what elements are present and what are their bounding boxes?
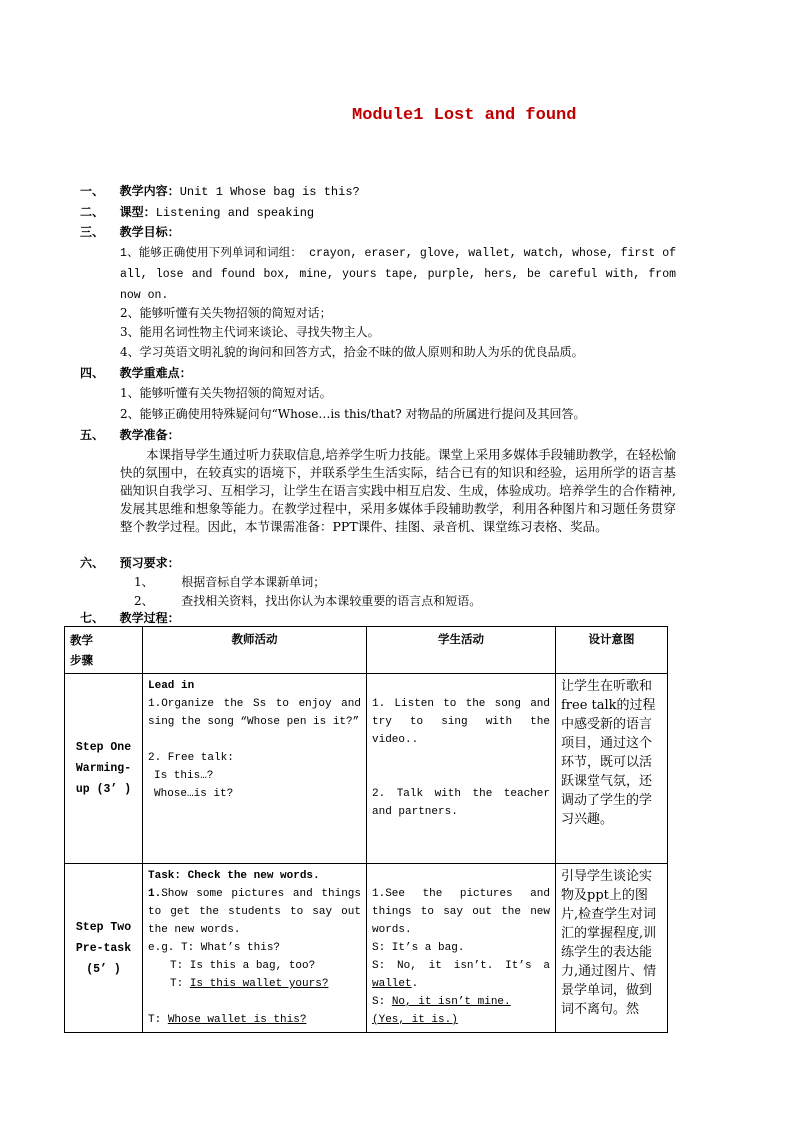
section-5-heading <box>80 428 180 442</box>
row2-teacher-activity <box>143 864 367 1033</box>
header-design: 设计意图 <box>556 627 668 674</box>
row1-student-activity <box>367 674 556 864</box>
section-1-value: Unit 1 Whose bag is this? <box>179 185 360 199</box>
section-1-number: 一、 <box>80 184 105 198</box>
objective-4: 4、学习英语文明礼貌的询问和回答方式，拾金不昧的做人原则和助人为乐的优良品质。 <box>120 345 584 359</box>
section-4-number: 四、 <box>80 366 105 380</box>
section-7-label: 教学过程： <box>119 611 180 625</box>
section-6-number: 六、 <box>80 556 105 570</box>
row1-teacher-activity <box>143 674 367 864</box>
row1-teacher-step-2: 2. Free talk: <box>148 752 234 764</box>
section-3-heading <box>80 225 180 239</box>
row2-student-answer-3: No, it isn’t mine. <box>391 996 511 1008</box>
row1-design-intent: 让学生在听歌和free talk的过程中感受新的语言项目，通过这个环节，既可以活跃课堂气氛，还调动了学生的学习兴趣。 <box>556 674 668 864</box>
section-5-number: 五、 <box>80 428 105 442</box>
section-2-label: 课型： <box>119 205 156 219</box>
row1-student-step-2: 2. Talk with the teacher and partners. <box>372 788 550 818</box>
section-2-number: 二、 <box>80 205 105 219</box>
step-two-label: Step Two Pre-task (5’ ) <box>65 864 143 1033</box>
section-6-label: 预习要求： <box>119 556 180 570</box>
preparation-paragraph: 本课指导学生通过听力获取信息,培养学生听力技能。课堂上采用多媒体手段辅助教学，在轻松愉快的氛围中，在较真实的语境下，并联系学生生活实际，结合已有的知识和经验，运用所学的语言基础知识自我学习、互相学习，让学生在语言实践中相互启发、生成，体验成功。培养学生的合作精神,发展其思维和想象等能力。在教学过程中，采用多媒体手段辅助教学，利用各种图片和习题任务贯穿整个教学过程。因此，本节课需准备：PPT课件、挂图、录音机、课堂练习表格、奖品。 <box>120 447 676 534</box>
key-point-1: 1、能够听懂有关失物招领的简短对话。 <box>120 386 332 400</box>
row2-teacher-step-1: Show some pictures and things to get the students to say out the new words. <box>148 888 361 936</box>
teaching-process-table <box>64 626 668 1033</box>
table-header-row <box>65 627 668 674</box>
row2-teacher-example-3: Is this wallet yours? <box>189 978 329 990</box>
row2-design-intent: 引导学生谈论实物及ppt上的图片,检查学生对词汇的掌握程度,训练学生的表达能力,通过图片、情景学单词，做到词不离句。然 <box>556 864 668 1033</box>
row2-teacher-step-number: 1. <box>148 888 162 900</box>
row2-student-activity <box>367 864 556 1033</box>
row2-student-step-1: 1.See the pictures and things to say out the new words. <box>372 888 550 936</box>
section-3-number: 三、 <box>80 225 105 239</box>
section-7-number: 七、 <box>80 611 105 625</box>
preview-item-1-number: 1、 <box>134 575 154 589</box>
row1-student-step-1: 1. Listen to the song and try to sing with the video.. <box>372 698 550 746</box>
section-7-heading <box>80 611 180 625</box>
row1-teacher-title: Lead in <box>148 680 195 692</box>
objective-2: 2、能够听懂有关失物招领的简短对话； <box>120 306 332 320</box>
row2-student-answer-3-prefix: S: <box>372 996 392 1008</box>
preview-item-2 <box>134 594 481 608</box>
row2-teacher-title: Task: Check the new words. <box>148 870 320 882</box>
page-title: Module1 Lost and found <box>352 106 577 125</box>
section-5-label: 教学准备： <box>119 428 180 442</box>
header-teacher: 教师活动 <box>143 627 367 674</box>
section-2 <box>80 205 314 220</box>
row1-teacher-step-1: 1.Organize the Ss to enjoy and sing the song “Whose pen is it?” <box>148 698 361 728</box>
section-2-value: Listening and speaking <box>155 206 315 220</box>
section-4-heading <box>80 366 192 380</box>
table-row <box>65 864 668 1033</box>
row2-student-answer-2-prefix: S: No, it isn’t. It’s a <box>372 960 550 972</box>
section-3-label: 教学目标： <box>119 225 180 239</box>
step-one-label: Step One Warming- up (3’ ) <box>65 674 143 864</box>
section-1-label: 教学内容： <box>119 184 180 198</box>
objective-3: 3、能用名词性物主代词来谈论、寻找失物主人。 <box>120 325 380 339</box>
row2-student-answer-1: S: It’s a bag. <box>372 942 465 954</box>
row2-student-answer-2-word: wallet <box>372 978 412 990</box>
row2-teacher-example-4-prefix: T: <box>148 1014 168 1026</box>
preview-item-1-text: 根据音标自学本课新单词； <box>181 575 326 589</box>
row1-teacher-question-1: Is this…? <box>154 770 214 782</box>
key-point-2: 2、能够正确使用特殊疑问句“Whose…is this/that? 对物品的所属进行提问及其回答。 <box>120 407 586 421</box>
row2-student-answer-2-end: . <box>411 978 419 990</box>
row2-teacher-example-4: Whose wallet is this? <box>167 1014 307 1026</box>
row2-teacher-example-2: T: Is this a bag, too? <box>170 960 316 972</box>
table-row <box>65 674 668 864</box>
objective-1: 1、能够正确使用下列单词和词组： crayon, eraser, glove, wallet, watch, whose, first of all, lose and found box, mine, yours tape, purple, hers, be careful with, from now on. <box>120 247 676 302</box>
row2-teacher-example-1: e.g. T: What’s this? <box>148 942 281 954</box>
section-1 <box>80 184 360 199</box>
header-student: 学生活动 <box>367 627 556 674</box>
preview-item-2-number: 2、 <box>134 594 154 608</box>
row1-teacher-question-2: Whose…is it? <box>154 788 234 800</box>
row2-teacher-example-3-prefix: T: <box>170 978 190 990</box>
section-6-heading <box>80 556 180 570</box>
preview-item-1 <box>134 575 325 589</box>
section-4-label: 教学重难点： <box>119 366 192 380</box>
header-step: 教学 步骤 <box>65 627 143 674</box>
row2-student-answer-4: (Yes, it is.) <box>372 1014 458 1026</box>
preview-item-2-text: 查找相关资料，找出你认为本课较重要的语言点和短语。 <box>181 594 482 608</box>
